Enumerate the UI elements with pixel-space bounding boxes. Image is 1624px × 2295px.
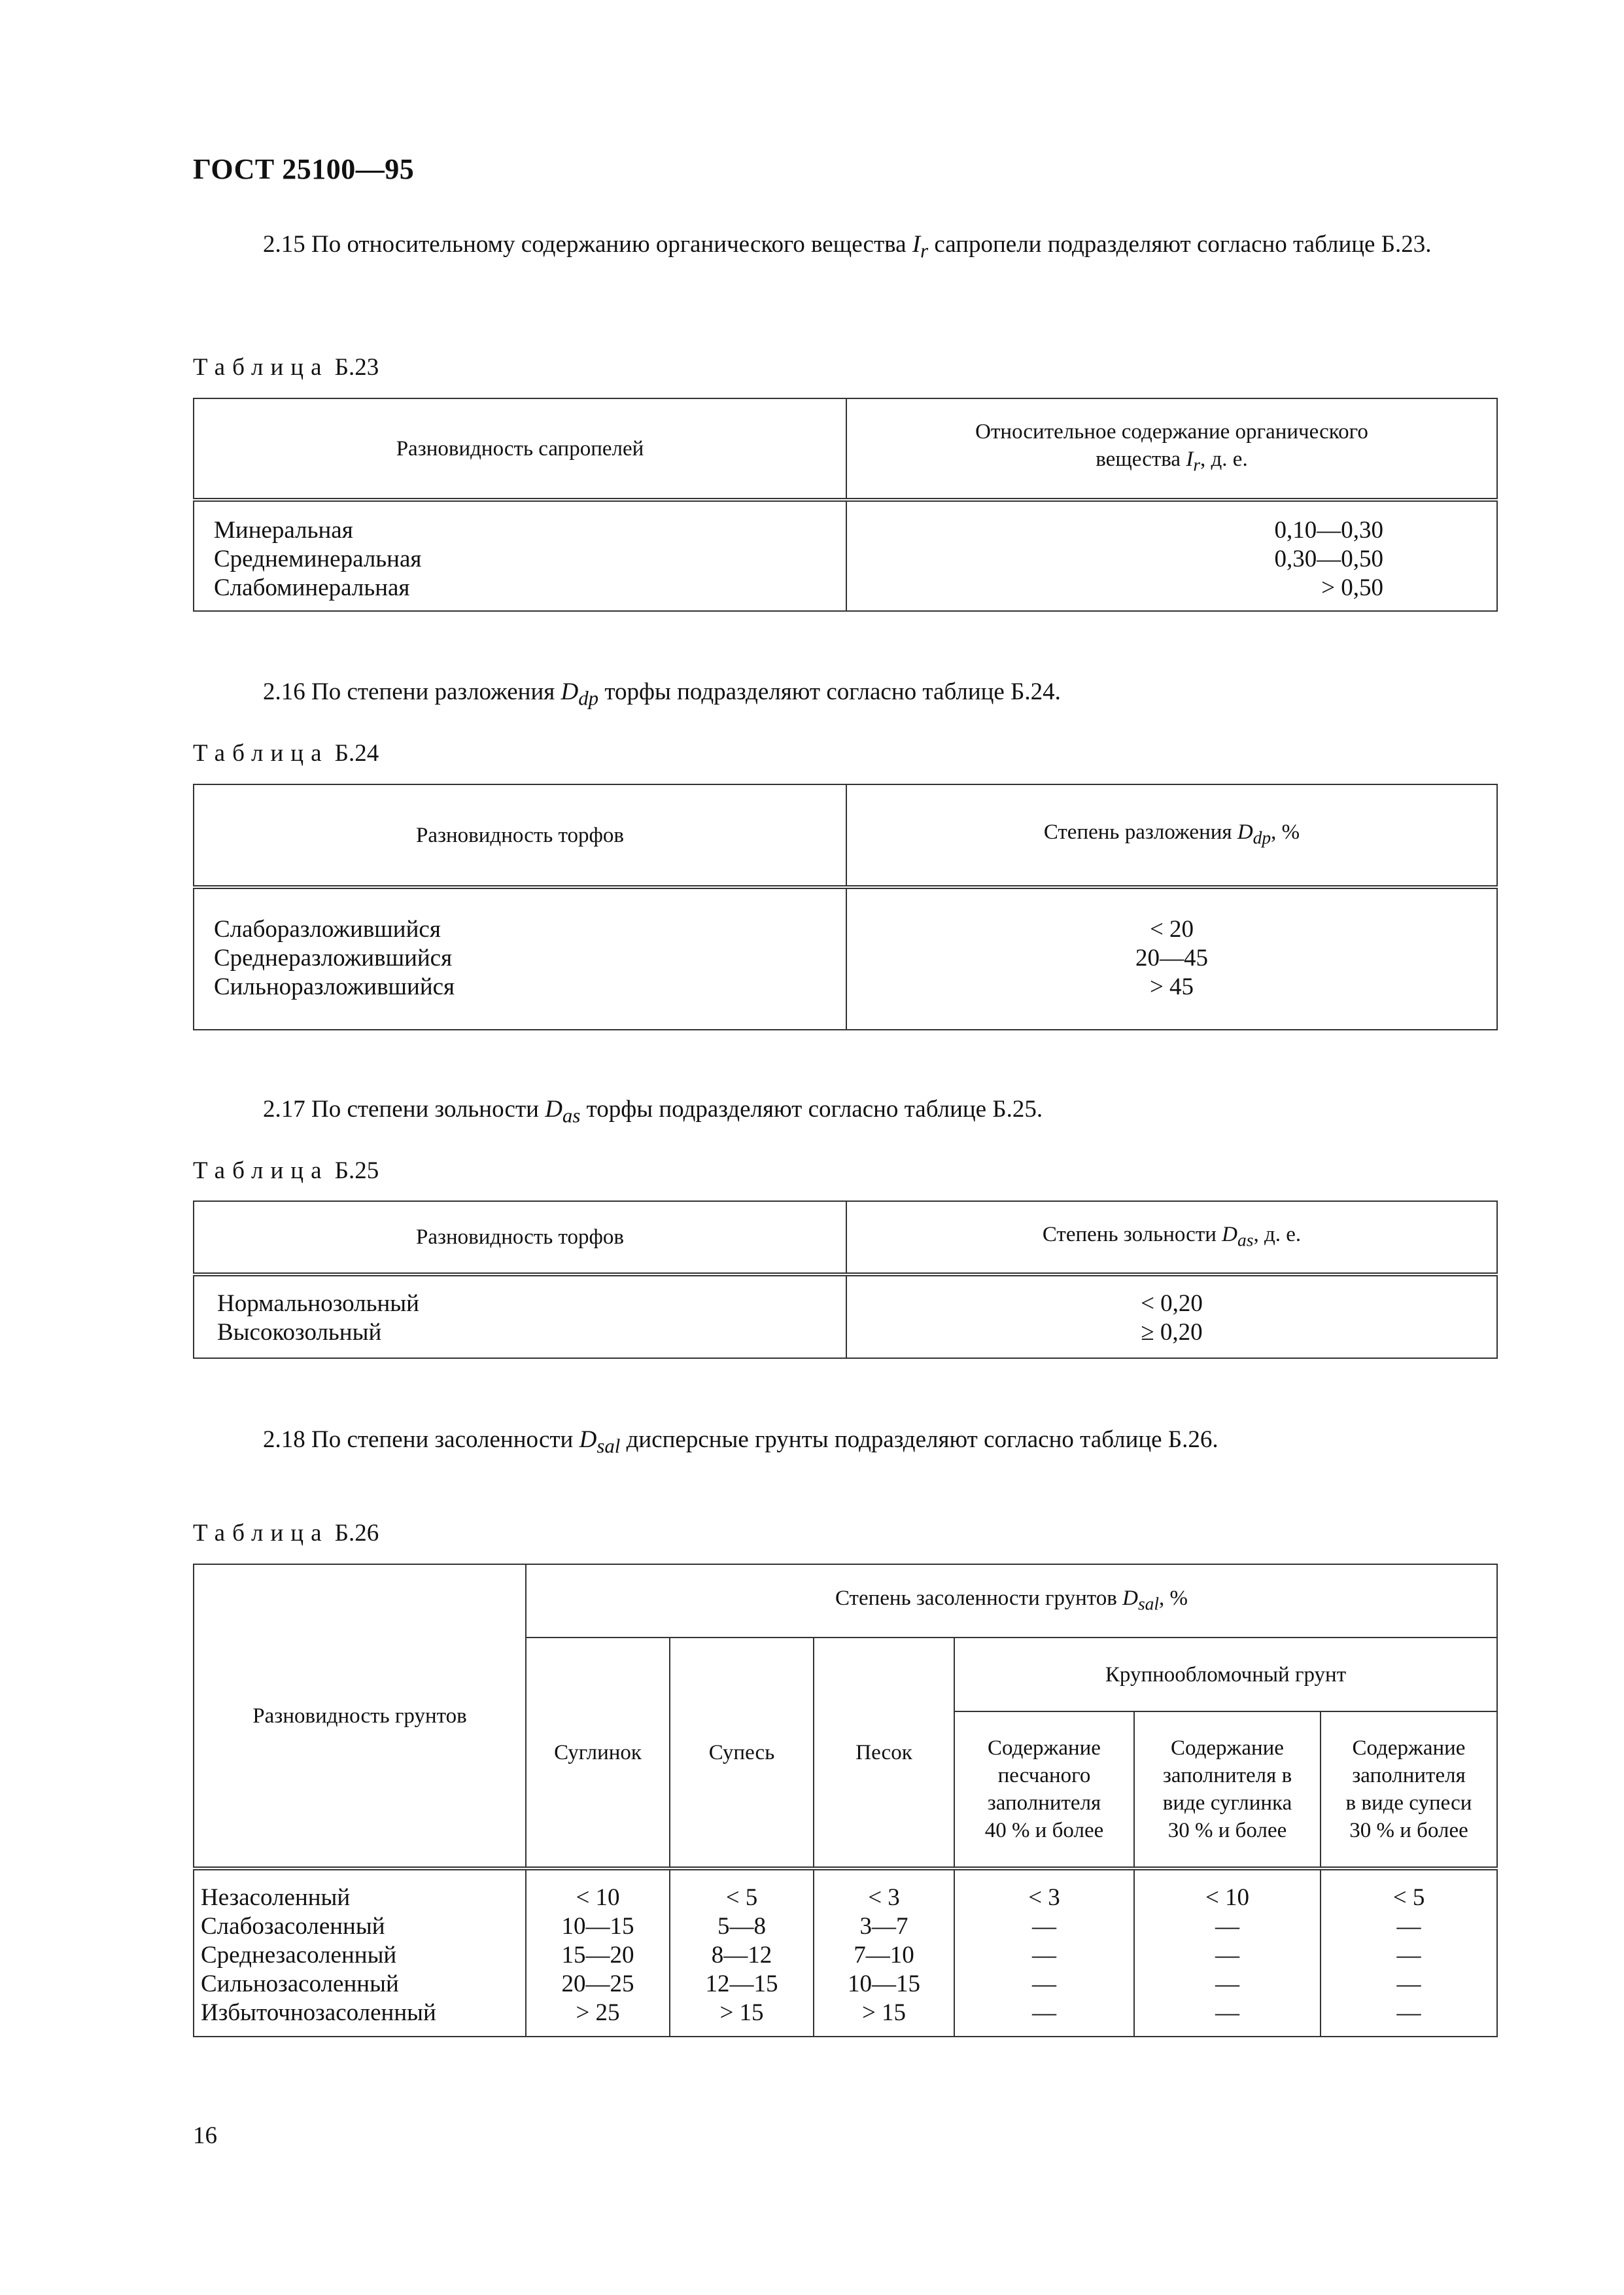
paragraph-2-15 [193, 228, 1494, 268]
header-text: , д. е. [1200, 447, 1248, 472]
list-item: 8—12 [711, 1942, 772, 1969]
symbol-subscript: as [1237, 1229, 1254, 1250]
table-header-cell [846, 784, 1497, 887]
list-item: 10—15 [561, 1913, 634, 1940]
list-item: < 0,20 [1141, 1290, 1203, 1317]
header-line: Содержание [1352, 1736, 1466, 1760]
table-body-cell [1134, 1868, 1321, 2037]
header-text: , д. е. [1253, 1222, 1302, 1246]
table-b25 [193, 1200, 1498, 1359]
list-item: > 15 [861, 1999, 907, 2026]
symbol: D [579, 1426, 597, 1453]
table-header-cell [846, 398, 1497, 500]
header-line: Относительное содержание органического [975, 420, 1368, 444]
symbol-subscript: dp [578, 687, 599, 710]
list-item: — [1396, 1971, 1421, 1997]
list-item: 12—15 [705, 1971, 778, 1997]
table-caption-b24 [193, 739, 379, 767]
list-item: 0,10—0,30 [1274, 517, 1383, 544]
table-caption-b23 [193, 353, 379, 381]
symbol: D [545, 1096, 562, 1123]
list-item: < 20 [1149, 916, 1194, 943]
table-body-cell [194, 1274, 846, 1358]
table-header-cell: Крупнообломочный грунт [954, 1638, 1497, 1711]
paragraph-2-16 [193, 675, 1494, 715]
table-header-cell: Разновидность торфов [194, 1201, 846, 1274]
paragraph-2-18 [193, 1423, 1494, 1463]
table-header-cell: Разновидность грунтов [194, 1564, 526, 1868]
paragraph-text: По относительному содержанию органического вещества [305, 231, 912, 258]
list-item: — [1032, 1999, 1056, 2026]
list-item: 3—7 [859, 1913, 908, 1940]
table-b26 [193, 1564, 1498, 2037]
list-item: Слабоминеральная [214, 574, 410, 601]
table-caption-b26 [193, 1519, 379, 1547]
list-item: > 45 [1149, 973, 1194, 1000]
symbol-subscript: as [562, 1104, 581, 1127]
header-line: в виде супеси [1345, 1791, 1472, 1815]
header-text: Степень засоленности грунтов [835, 1586, 1123, 1610]
page-number: 16 [193, 2122, 217, 2149]
symbol-subscript: r [1193, 454, 1201, 475]
list-item: — [1215, 1913, 1239, 1940]
header-line: 30 % и более [1167, 1819, 1287, 1842]
table-body-cell [954, 1868, 1134, 2037]
list-item: < 10 [576, 1884, 620, 1911]
table-body-cell [194, 887, 846, 1030]
table-caption-b25 [193, 1157, 379, 1185]
list-item: > 0,50 [1321, 574, 1383, 601]
list-item: 20—25 [561, 1971, 634, 1997]
list-item: < 3 [868, 1884, 900, 1911]
list-item: 0,30—0,50 [1274, 546, 1383, 572]
caption-word: Таблица [193, 354, 329, 381]
table-header-cell [1321, 1711, 1497, 1868]
paragraph-text: сапропели подразделяют согласно таблице Б.23. [928, 231, 1432, 258]
table-body-cell [670, 1868, 814, 2037]
table-header-cell: Супесь [670, 1638, 814, 1868]
list-item: < 5 [725, 1884, 758, 1911]
table-body-cell [194, 1868, 526, 2037]
paragraph-2-17 [193, 1093, 1494, 1132]
list-item: 5—8 [717, 1913, 766, 1940]
list-item: Слабозасоленный [201, 1913, 385, 1940]
table-header-cell: Разновидность сапропелей [194, 398, 846, 500]
table-body-cell [846, 887, 1497, 1030]
list-item: Нормальнозольный [217, 1290, 419, 1317]
list-item: — [1032, 1971, 1056, 1997]
paragraph-text: торфы подразделяют согласно таблице Б.24. [598, 678, 1061, 705]
table-body-cell [814, 1868, 954, 2037]
header-text: , % [1271, 820, 1300, 845]
header-line: заполнителя [1352, 1764, 1466, 1787]
header-line: виде суглинка [1162, 1791, 1292, 1815]
list-item: Сильнозасоленный [201, 1971, 399, 1997]
value-column [1109, 516, 1383, 603]
paragraph-text: торфы подразделяют согласно таблице Б.25. [580, 1096, 1043, 1123]
table-body-cell [526, 1868, 670, 2037]
header-line: 30 % и более [1349, 1819, 1468, 1842]
table-body-cell [194, 500, 846, 611]
caption-number: Б.25 [334, 1157, 379, 1184]
symbol-subscript: dp [1253, 827, 1271, 848]
table-header-cell: Суглинок [526, 1638, 670, 1868]
symbol: D [1222, 1222, 1237, 1246]
header-line: заполнителя в [1162, 1764, 1292, 1787]
symbol-subscript: r [920, 239, 929, 262]
list-item: ≥ 0,20 [1141, 1319, 1203, 1346]
list-item: Избыточнозасоленный [201, 1999, 436, 2026]
table-header-cell [1134, 1711, 1321, 1868]
list-item: 7—10 [854, 1942, 914, 1969]
table-header-cell: Разновидность торфов [194, 784, 846, 887]
list-item: 20—45 [1135, 945, 1208, 972]
document-header: ГОСТ 25100—95 [193, 153, 415, 185]
list-item: — [1396, 1999, 1421, 2026]
list-item: Незасоленный [201, 1884, 351, 1911]
list-item: — [1032, 1913, 1056, 1940]
list-item: > 15 [719, 1999, 764, 2026]
list-item: — [1215, 1971, 1239, 1997]
table-body-cell [846, 500, 1497, 611]
header-line: заполнителя [987, 1791, 1101, 1815]
table-header-cell [846, 1201, 1497, 1274]
symbol: D [1237, 820, 1253, 845]
paragraph-number: 2.16 [263, 678, 305, 705]
list-item: — [1396, 1942, 1421, 1969]
list-item: < 10 [1205, 1884, 1250, 1911]
list-item: 15—20 [561, 1942, 634, 1969]
table-b23 [193, 398, 1498, 612]
symbol-subscript: sal [1137, 1593, 1160, 1614]
paragraph-text: По степени засоленности [305, 1426, 579, 1453]
header-text: , % [1159, 1586, 1188, 1610]
header-line: Содержание [988, 1736, 1101, 1760]
table-header-cell [526, 1564, 1497, 1638]
list-item: > 25 [576, 1999, 620, 2026]
list-item: < 5 [1392, 1884, 1425, 1911]
paragraph-text: По степени разложения [305, 678, 561, 705]
table-header-cell: Песок [814, 1638, 954, 1868]
caption-number: Б.24 [334, 740, 379, 767]
header-line: 40 % и более [984, 1819, 1104, 1842]
list-item: Минеральная [214, 517, 353, 544]
caption-number: Б.23 [334, 354, 379, 381]
caption-word: Таблица [193, 1157, 329, 1184]
list-item: < 3 [1028, 1884, 1060, 1911]
list-item: — [1032, 1942, 1056, 1969]
list-item: Сильноразложившийся [214, 973, 455, 1000]
list-item: — [1215, 1942, 1239, 1969]
header-line: песчаного [997, 1764, 1091, 1787]
header-line [847, 446, 1496, 479]
paragraph-text: дисперсные грунты подразделяют согласно таблице Б.26. [620, 1426, 1218, 1453]
header-text: Степень зольности [1042, 1222, 1222, 1246]
list-item: — [1215, 1999, 1239, 2026]
table-body-cell [1321, 1868, 1497, 2037]
list-item: 10—15 [848, 1971, 920, 1997]
list-item: Высокозольный [217, 1319, 382, 1346]
paragraph-number: 2.17 [263, 1096, 305, 1123]
list-item: Среднеминеральная [214, 546, 422, 572]
list-item: Среднезасоленный [201, 1942, 397, 1969]
symbol-subscript: sal [596, 1435, 621, 1458]
caption-number: Б.26 [334, 1520, 379, 1547]
symbol: D [1122, 1586, 1138, 1610]
list-item: Слаборазложившийся [214, 916, 441, 943]
table-b24 [193, 784, 1498, 1030]
table-header-cell [954, 1711, 1134, 1868]
list-item: Среднеразложившийся [214, 945, 453, 972]
list-item: — [1396, 1913, 1421, 1940]
caption-word: Таблица [193, 1520, 329, 1547]
header-text: Степень разложения [1043, 820, 1237, 845]
header-line: Содержание [1171, 1736, 1284, 1760]
symbol: I [1186, 447, 1194, 472]
table-body-cell [846, 1274, 1497, 1358]
caption-word: Таблица [193, 740, 329, 767]
paragraph-number: 2.18 [263, 1426, 305, 1453]
paragraph-text: По степени зольности [305, 1096, 545, 1123]
symbol: D [561, 678, 579, 705]
header-text: вещества [1096, 447, 1186, 472]
paragraph-number: 2.15 [263, 231, 305, 258]
symbol: I [912, 231, 921, 258]
